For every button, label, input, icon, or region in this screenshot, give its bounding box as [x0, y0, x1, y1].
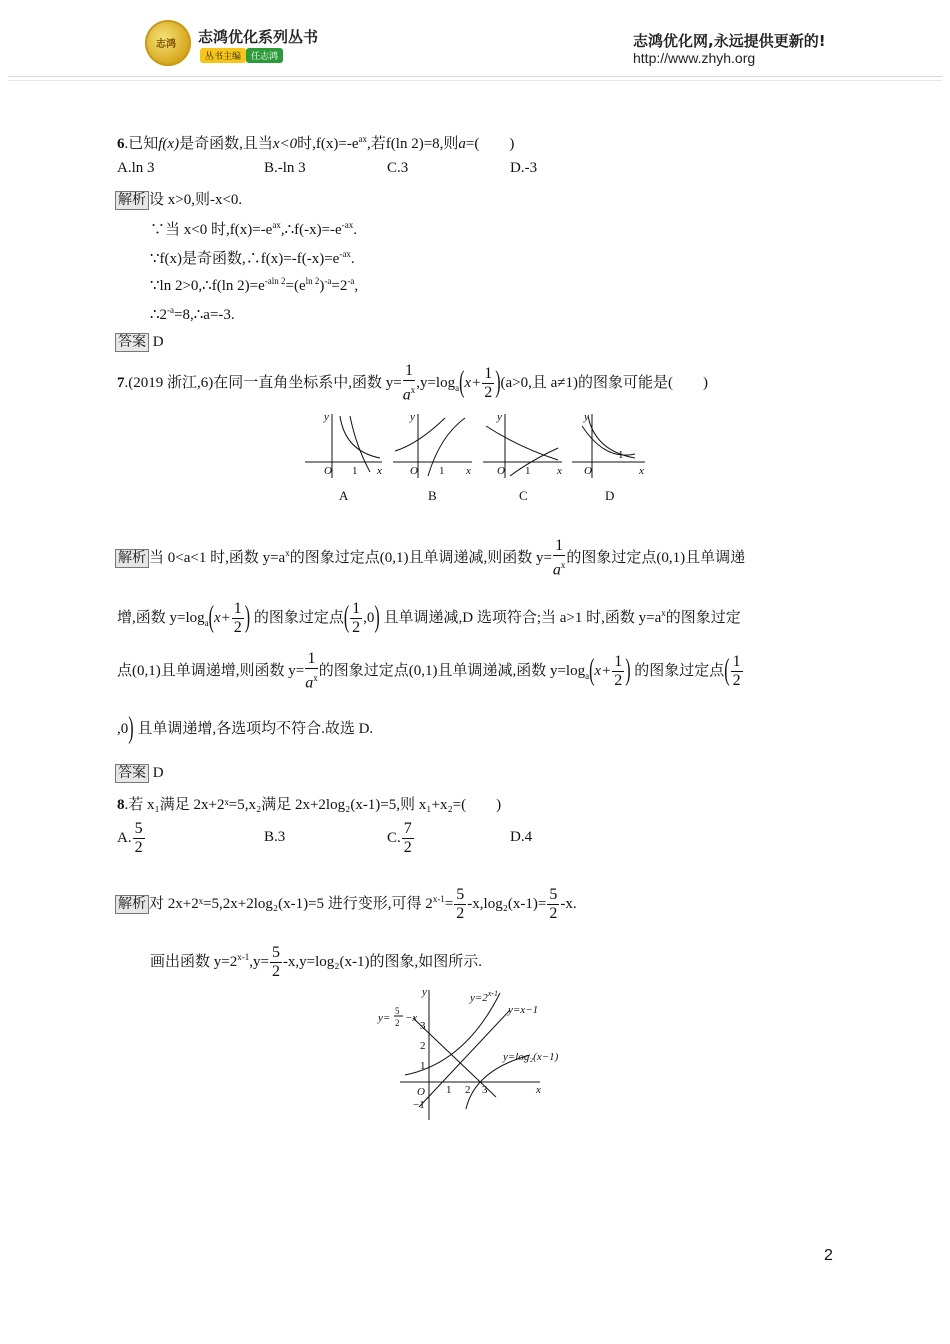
svg-text:y=2x-1: $y=2^{x-1}$ [470, 989, 499, 1004]
svg-text:1: 1 [420, 1060, 426, 1072]
q6-option-d[interactable]: D.-3 [510, 160, 538, 176]
q6-option-c[interactable]: C.3 [387, 160, 409, 176]
page-number: 2 [824, 1247, 833, 1264]
q8-stem: 8.若 x₁满足 2x+2ˣ=5,x₂满足 2x+2log₂(x-1)=5,则 x₁+x₂=( ) [117, 797, 502, 813]
header-url[interactable]: http://www.zhyh.org [633, 50, 756, 66]
q7-graph-label-b: B [428, 488, 437, 503]
q7-graph-a[interactable] [305, 414, 382, 478]
q7-solution-line1: 解析 当 0<a<1 时,函数 $y=a^x$的图象过定点(0,1)且单调递减,则函数 y= $\frac{1}{a^x}$ 的图象过定点(0,1)且单调递 [115, 530, 745, 581]
svg-text:y=: y= [378, 1012, 391, 1024]
svg-text:y: y [422, 986, 427, 998]
svg-text:−1: −1 [413, 1099, 425, 1111]
q7-number: 7 [117, 375, 125, 391]
svg-text:O: O [497, 465, 505, 477]
svg-text:1: 1 [618, 449, 624, 461]
svg-text:x: x [536, 1084, 541, 1096]
svg-text:O: O [410, 465, 418, 477]
header-slogan: 志鸿优化网,永远提供更新的! [633, 32, 826, 50]
svg-text:y=x−1: y=x−1 [508, 1004, 539, 1016]
svg-text:1: 1 [525, 465, 531, 477]
svg-text:3: 3 [482, 1084, 488, 1096]
q7-stem: 7.(2019 浙江,6)在同一直角坐标系中,函数 y= $\frac{1}{a^x}$ $,y=\log_a(x+$ $\frac{1}{2}$ )(a>0,且 a≠1)的图象可能是( ) [117, 362, 709, 404]
analysis-tag: 解析 [115, 191, 149, 210]
q7-solution-line4: ,0) 且单调递增,各选项均不符合.故选 D. [117, 712, 374, 745]
svg-text:3: 3 [420, 1020, 426, 1032]
svg-text:5: 5 [395, 1006, 400, 1016]
q7-graphs [300, 406, 655, 506]
svg-text:−x: −x [405, 1012, 418, 1024]
logo-text: 志鸿 [156, 39, 176, 50]
series-title: 志鸿优化系列丛书 [198, 28, 319, 46]
q7-graph-b[interactable] [393, 414, 472, 478]
q6-solution-line4: ∵ln 2>0,∴f(ln $2)=e^{-aln 2}=(e^{ln 2})^{-a}=2^{-a}$, [150, 276, 359, 294]
svg-text:y=log₂(x−1): y=log₂(x−1) [503, 1051, 559, 1063]
q6-solution-line5: $\therefore 2^{-a}=8,\therefore a=-3$. [150, 305, 235, 323]
q7-answer: 答案 D [115, 764, 164, 783]
svg-text:2: 2 [395, 1018, 400, 1028]
svg-text:2: 2 [465, 1084, 471, 1096]
q7-solution-line3: 点(0,1)且单调递增,则函数 y= $\frac{1}{a^x}$ 的图象过定点(0,1)且单调递减,函数 $y=\log_a(x+$ $\frac{1}{2}$ ) 的图象过定点( $\frac{1}{2}$ [117, 650, 741, 692]
svg-text:y: y [584, 411, 589, 423]
editor-label: 丛书主编 [200, 48, 246, 63]
svg-text:x: x [377, 465, 382, 477]
q7-graph-d[interactable] [572, 414, 645, 478]
q6-solution-line3: ∵f(x)是奇函数$,\therefore f(x)=-f(-x)=e^{-ax}$. [150, 249, 355, 267]
q7-graph-label-c: C [519, 488, 528, 503]
q6-option-b[interactable]: B.-ln 3 [264, 160, 306, 176]
svg-text:O: O [324, 465, 332, 477]
editor-badges [200, 47, 283, 64]
svg-text:2: 2 [420, 1040, 426, 1052]
q7-graph-label-d: D [605, 488, 615, 503]
q6-answer: 答案 D [115, 333, 164, 352]
svg-text:1: 1 [446, 1084, 452, 1096]
q7-graph-c[interactable] [483, 414, 562, 478]
answer-tag: 答案 [115, 333, 149, 352]
svg-text:O: O [584, 465, 592, 477]
editor-name: 任志鸿 [246, 48, 283, 63]
q7-graph-label-a: A [339, 488, 349, 503]
svg-text:1: 1 [439, 465, 445, 477]
q8-option-c[interactable]: C. $\frac{7}{2}$ [387, 820, 412, 856]
q6-option-a[interactable]: A.ln 3 [117, 160, 155, 176]
svg-text:x: x [639, 465, 644, 477]
q7-solution-line2: 增,函数 $y=\log_a(x+$ $\frac{1}{2}$ ) 的图象过定点( $\frac{1}{2}$ ,0) 且单调递减,D 选项符合;当 a>1 时,函数 $y=a^x$的图象过定 [117, 600, 741, 637]
svg-text:y: y [497, 411, 502, 423]
q8-number: 8 [117, 797, 125, 813]
q6-solution-line1: 解析 设 x>0,则-x<0. [115, 188, 242, 210]
q8-option-d[interactable]: D.4 [510, 829, 533, 845]
q8-option-a[interactable]: A. $\frac{5}{2}$ [117, 820, 143, 856]
svg-text:O: O [417, 1086, 425, 1098]
svg-text:x: x [557, 465, 562, 477]
q6-stem: 6.已知f(x)是奇函数,且当x<0时$,f(x)=-e^{ax}$,若f(ln 2)=8,则a=( ) [117, 134, 515, 152]
svg-text:1: 1 [352, 465, 358, 477]
header-divider [8, 76, 942, 77]
svg-text:x: x [466, 465, 471, 477]
svg-text:y: y [410, 411, 415, 423]
svg-text:y: y [324, 411, 329, 423]
q8-solution-line2: 画出函数 $y=2^{x-1},y=$ $\frac{5}{2}$ -x,y=log₂(x-1)的图象,如图所示. [150, 944, 483, 981]
q8-graph [370, 985, 585, 1125]
header-divider-2 [8, 80, 942, 81]
q8-solution-line1: 解析 对 2x+2ˣ=5,2x+2log₂(x-1)=5 进行变形,可得 $2^{x-1}=$ $\frac{5}{2}$ -x,log₂(x-1)= $\frac{5}{2}$ -x. [115, 876, 577, 927]
q6-number: 6 [117, 136, 125, 152]
q6-solution-line2: ∵当 x<0 时$,f(x)=-e^{ax},\therefore f(-x)=-e^{-ax}$. [150, 220, 357, 238]
q8-option-b[interactable]: B.3 [264, 829, 286, 845]
